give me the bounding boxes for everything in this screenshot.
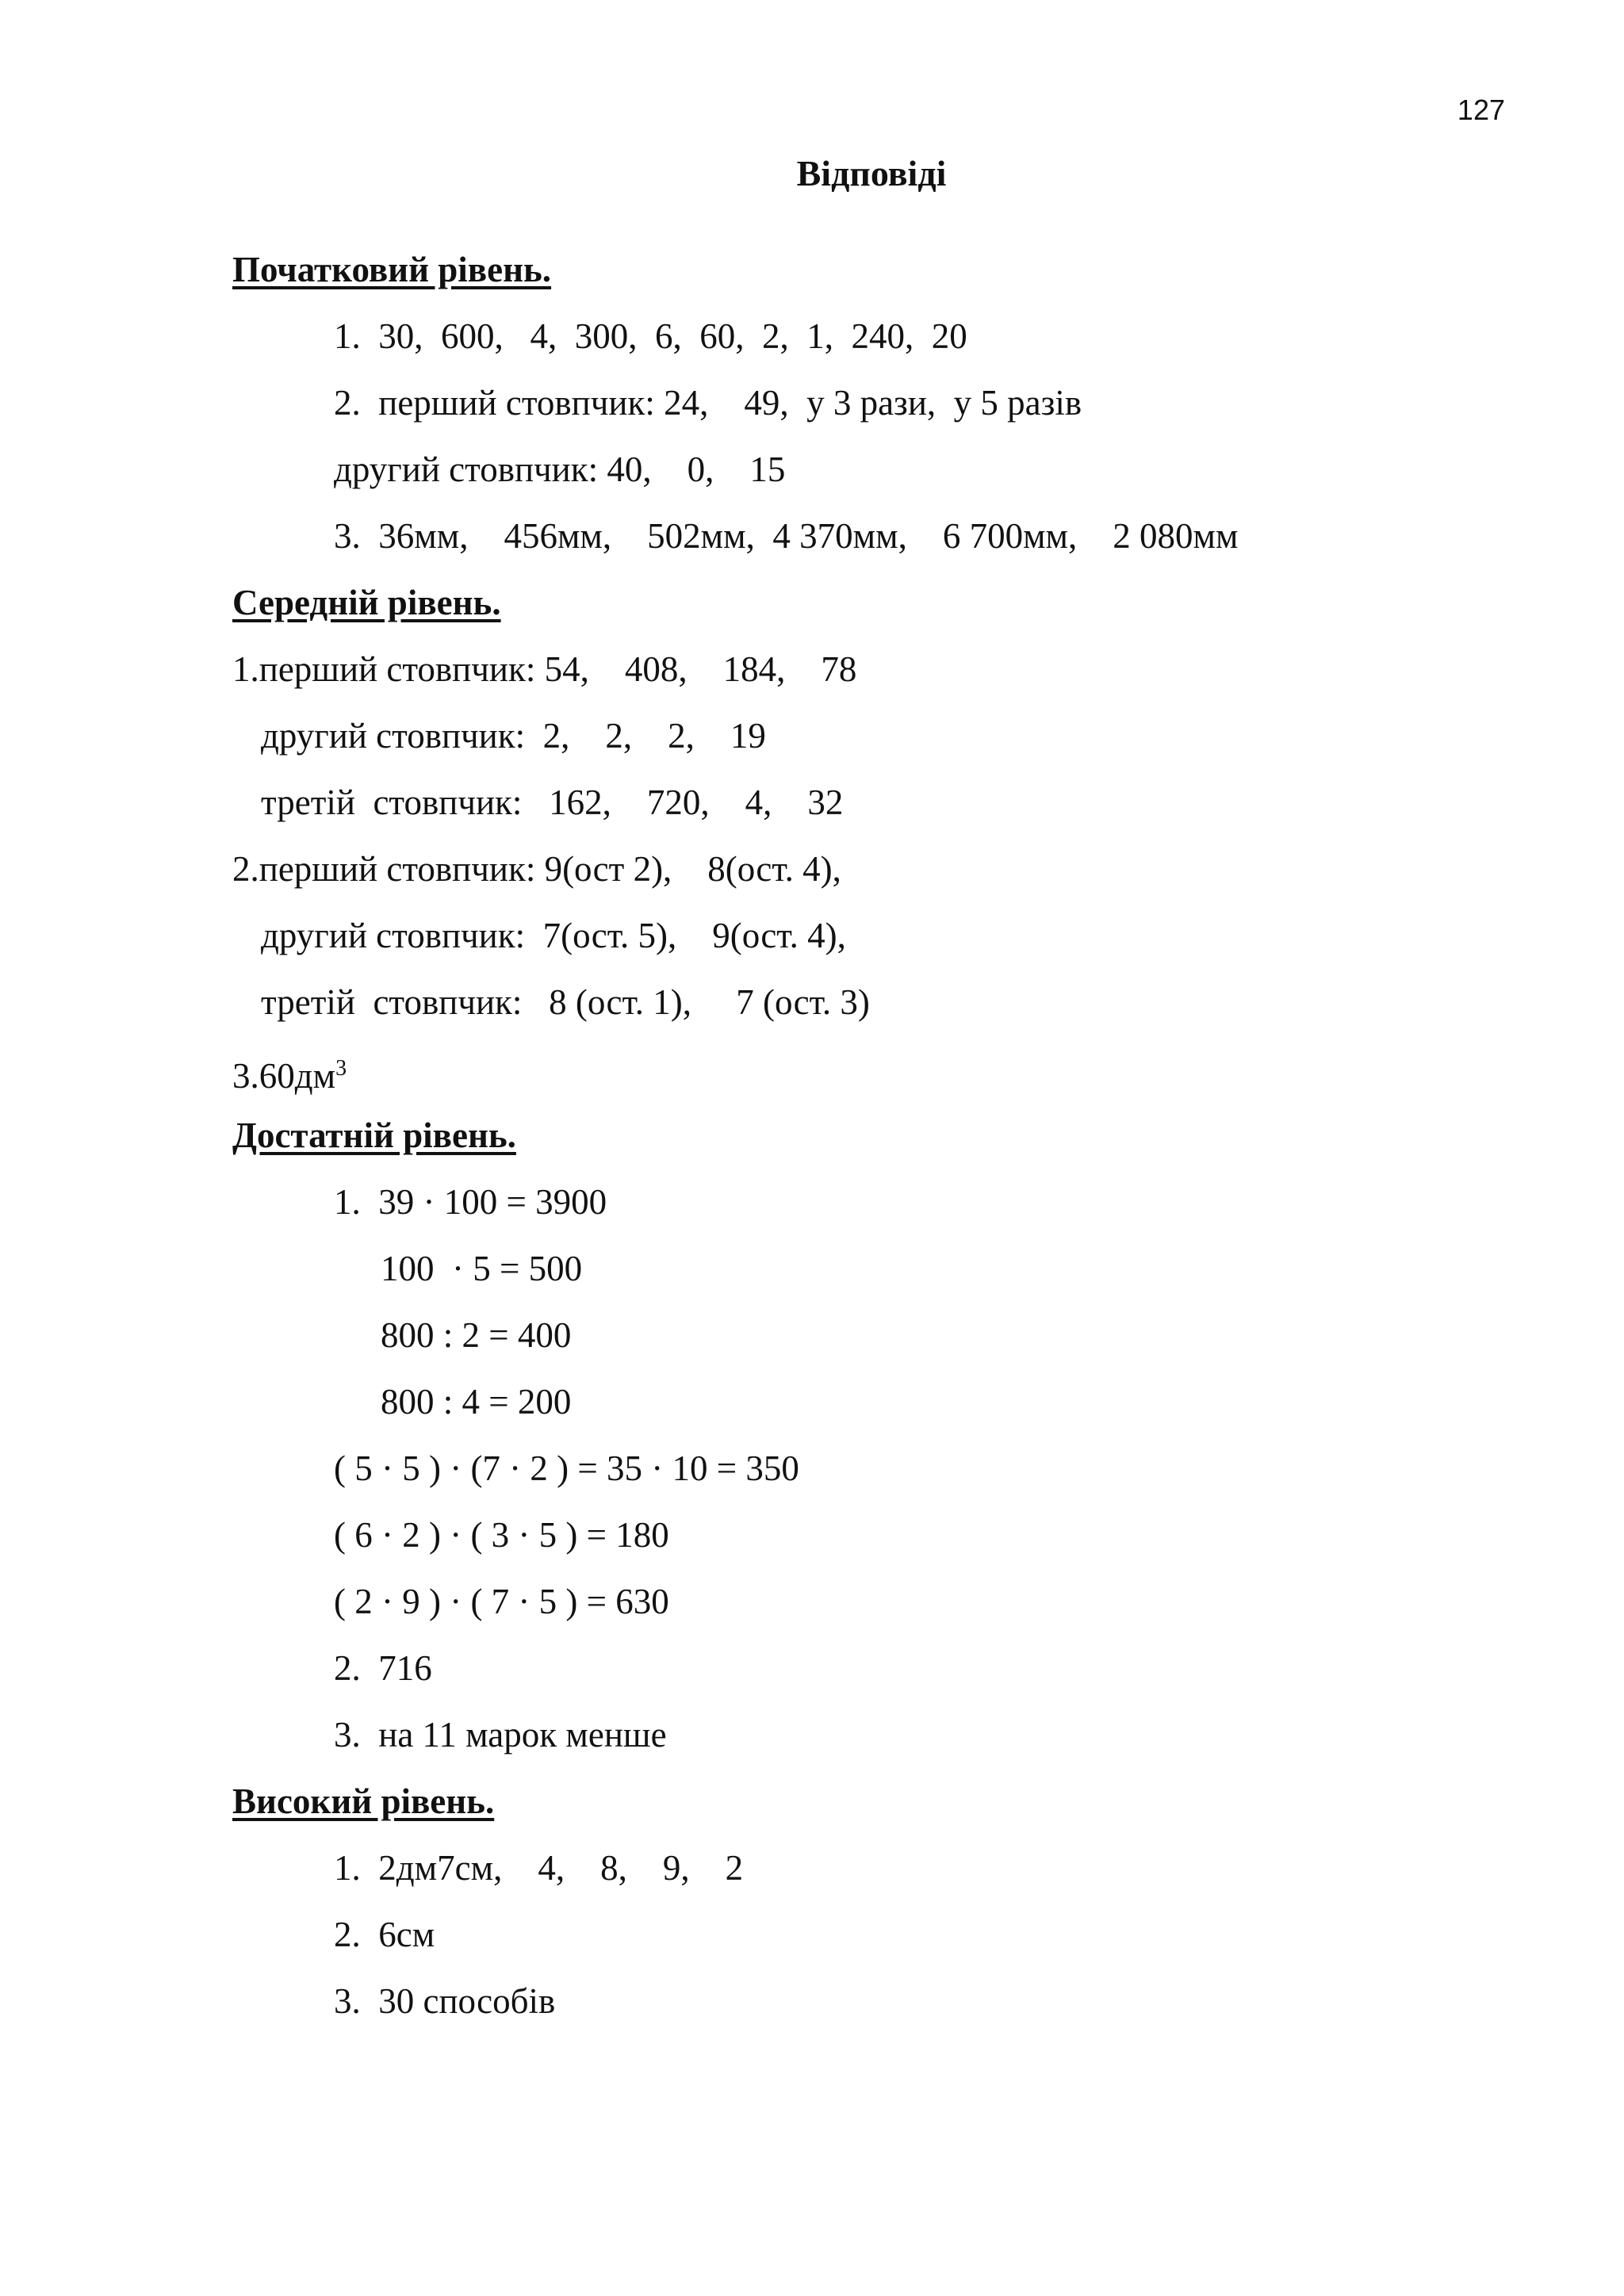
answer-line: 3. 30 способів bbox=[334, 1981, 556, 2021]
answer-line: 2. 6см bbox=[334, 1915, 435, 1954]
answer-line: другий стовпчик: 7(ост. 5), 9(ост. 4), bbox=[261, 916, 846, 955]
answer-line-volume bbox=[232, 1045, 1541, 1112]
page-title: Відповіді bbox=[796, 153, 947, 193]
answer-line: другий стовпчик: 2, 2, 2, 19 bbox=[261, 716, 766, 756]
section-heading-high: Високий рівень. bbox=[232, 1781, 495, 1821]
answers-content bbox=[232, 246, 1541, 2044]
answer-line: ( 5 · 5 ) · (7 · 2 ) = 35 · 10 = 350 bbox=[334, 1448, 799, 1488]
answer-line: другий стовпчик: 40, 0, 15 bbox=[334, 450, 786, 489]
answer-line: 800 : 2 = 400 bbox=[381, 1315, 572, 1355]
page-number: 127 bbox=[1457, 94, 1505, 126]
answer-line: 2.перший стовпчик: 9(ост 2), 8(ост. 4), bbox=[232, 849, 841, 889]
volume-exponent: 3 bbox=[335, 1056, 347, 1081]
section-heading-initial: Початковий рівень. bbox=[232, 250, 552, 289]
answer-line: 1. 30, 600, 4, 300, 6, 60, 2, 1, 240, 20 bbox=[334, 316, 967, 356]
answer-line: 3. 36мм, 456мм, 502мм, 4 370мм, 6 700мм, 2 080мм bbox=[334, 516, 1239, 556]
answer-line: ( 2 · 9 ) · ( 7 · 5 ) = 630 bbox=[334, 1582, 669, 1621]
answer-line: 2. перший стовпчик: 24, 49, у 3 рази, у 5 разів bbox=[334, 383, 1082, 423]
answer-line: 1. 2дм7см, 4, 8, 9, 2 bbox=[334, 1848, 744, 1888]
answer-line: 1. 39 · 100 = 3900 bbox=[334, 1182, 607, 1222]
answer-line: третій стовпчик: 8 (ост. 1), 7 (ост. 3) bbox=[261, 982, 870, 1022]
answer-line: 1.перший стовпчик: 54, 408, 184, 78 bbox=[232, 649, 857, 689]
section-heading-sufficient: Достатній рівень. bbox=[232, 1115, 516, 1155]
answer-line: ( 6 · 2 ) · ( 3 · 5 ) = 180 bbox=[334, 1515, 669, 1555]
answer-line: 2. 716 bbox=[334, 1648, 432, 1688]
answer-line: 100 · 5 = 500 bbox=[381, 1249, 583, 1288]
answer-line: третій стовпчик: 162, 720, 4, 32 bbox=[261, 783, 844, 822]
answer-line: 800 : 4 = 200 bbox=[381, 1382, 572, 1422]
answer-line: 3. на 11 марок менше bbox=[334, 1715, 667, 1755]
section-heading-middle: Середній рівень. bbox=[232, 583, 501, 622]
volume-value: 3.60дм bbox=[232, 1056, 336, 1096]
